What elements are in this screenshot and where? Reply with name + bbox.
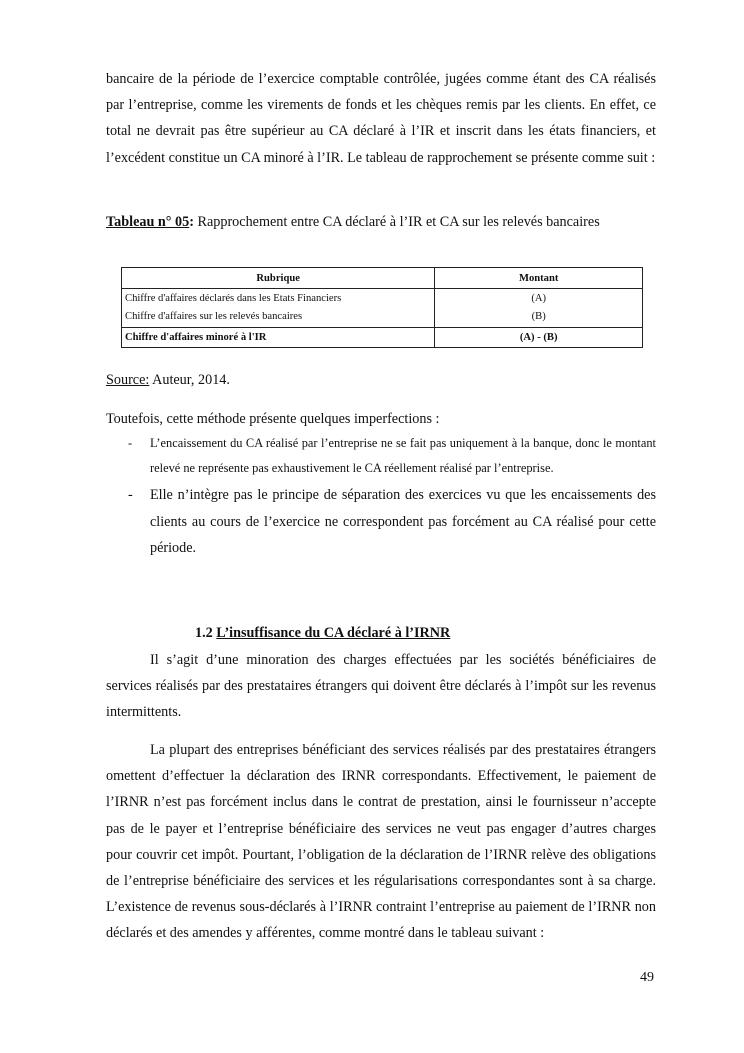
table-row-montant: (B) bbox=[531, 311, 546, 322]
list-item bbox=[106, 482, 656, 561]
table-caption-text: Rapprochement entre CA déclaré à l’IR et CA sur les relevés bancaires bbox=[193, 214, 600, 230]
section-title: L’insuffisance du CA déclaré à l’IRNR bbox=[216, 625, 451, 641]
table-header-rubrique: Rubrique bbox=[122, 268, 435, 289]
table-caption-colon: : bbox=[189, 214, 194, 230]
table-row-montant: (A) bbox=[531, 293, 547, 304]
table-header-montant: Montant bbox=[435, 268, 643, 289]
table-caption bbox=[106, 214, 606, 231]
table-row-rubrique: Chiffre d'affaires sur les relevés bancaires bbox=[125, 311, 303, 322]
table-total-row bbox=[122, 328, 643, 348]
reconciliation-table bbox=[121, 267, 643, 348]
table-caption-label: Tableau n° 05 bbox=[106, 214, 190, 230]
list-item-text: Elle n’intègre pas le principe de séparation des exercices vu que les encaissements des clients au cours de l’exercice ne correspondent pas forcément au CA réalisé pour cette période. bbox=[150, 487, 656, 556]
page-number: 49 bbox=[640, 970, 654, 985]
section-number: 1.2 bbox=[195, 625, 217, 641]
section-paragraph-2: La plupart des entreprises bénéficiant des services réalisés par des prestataires étrangers omettent d’effectuer la déclaration des IRNR correspondants. Effectivement, le paiement de l’IRNR n’est pas forcément inclus dans le contrat de prestation, ainsi le fournisseur n’accepte pas de le payer et l’entreprise bénéficiaire des services ne veut pas engager d’autres charges pour couvrir cet impôt. Pourtant, l’obligation de la déclaration de l’IRNR relève des obligations de l’entreprise bénéficiaire des services et les régularisations correspondantes sont à sa charge. L’existence de revenus sous-déclarés à l’IRNR contraint l’entreprise au paiement de l’IRNR non déclarés et des amendes y afférentes, comme montré dans le tableau suivant : bbox=[106, 742, 656, 942]
list-item-text: L’encaissement du CA réalisé par l’entreprise ne se fait pas uniquement à la banque, donc le montant relevé ne représente pas exhaustivement le CA réellement réalisé par l’entreprise. bbox=[150, 436, 656, 476]
list-item bbox=[106, 431, 656, 481]
table-row-rubrique: Chiffre d'affaires déclarés dans les Etats Financiers bbox=[125, 293, 342, 304]
imperfections-intro: Toutefois, cette méthode présente quelques imperfections : bbox=[106, 411, 440, 427]
section-heading bbox=[195, 625, 450, 642]
table-total-rubrique: Chiffre d'affaires minoré à l'IR bbox=[122, 328, 435, 348]
list-dash: - bbox=[128, 487, 133, 504]
table-total-montant: (A) - (B) bbox=[435, 328, 643, 348]
intro-paragraph: bancaire de la période de l’exercice comptable contrôlée, jugées comme étant des CA réalisés par l’entreprise, comme les virements de fonds et les chèques remis par les clients. En effet, ce total ne devrait pas être supérieur au CA déclaré à l’IR et inscrit dans les états financiers, et l’excédent constitue un CA minoré à l’IR. Le tableau de rapprochement se présente comme suit : bbox=[106, 71, 656, 166]
table-rubrique-cell bbox=[122, 289, 435, 328]
table-header-row bbox=[122, 268, 643, 289]
source-label: Source: bbox=[106, 372, 150, 388]
list-dash: - bbox=[128, 436, 133, 450]
source-line bbox=[106, 372, 230, 389]
table-montant-cell bbox=[435, 289, 643, 328]
table-body-rows bbox=[122, 289, 643, 328]
section-paragraph-1: Il s’agit d’une minoration des charges effectuées par les sociétés bénéficiaires de services réalisés par des prestataires étrangers qui doivent être déclarés à l’impôt sur les revenus intermittents. bbox=[106, 652, 656, 721]
source-text: Auteur, 2014. bbox=[149, 372, 230, 388]
imperfections-list bbox=[106, 431, 656, 561]
